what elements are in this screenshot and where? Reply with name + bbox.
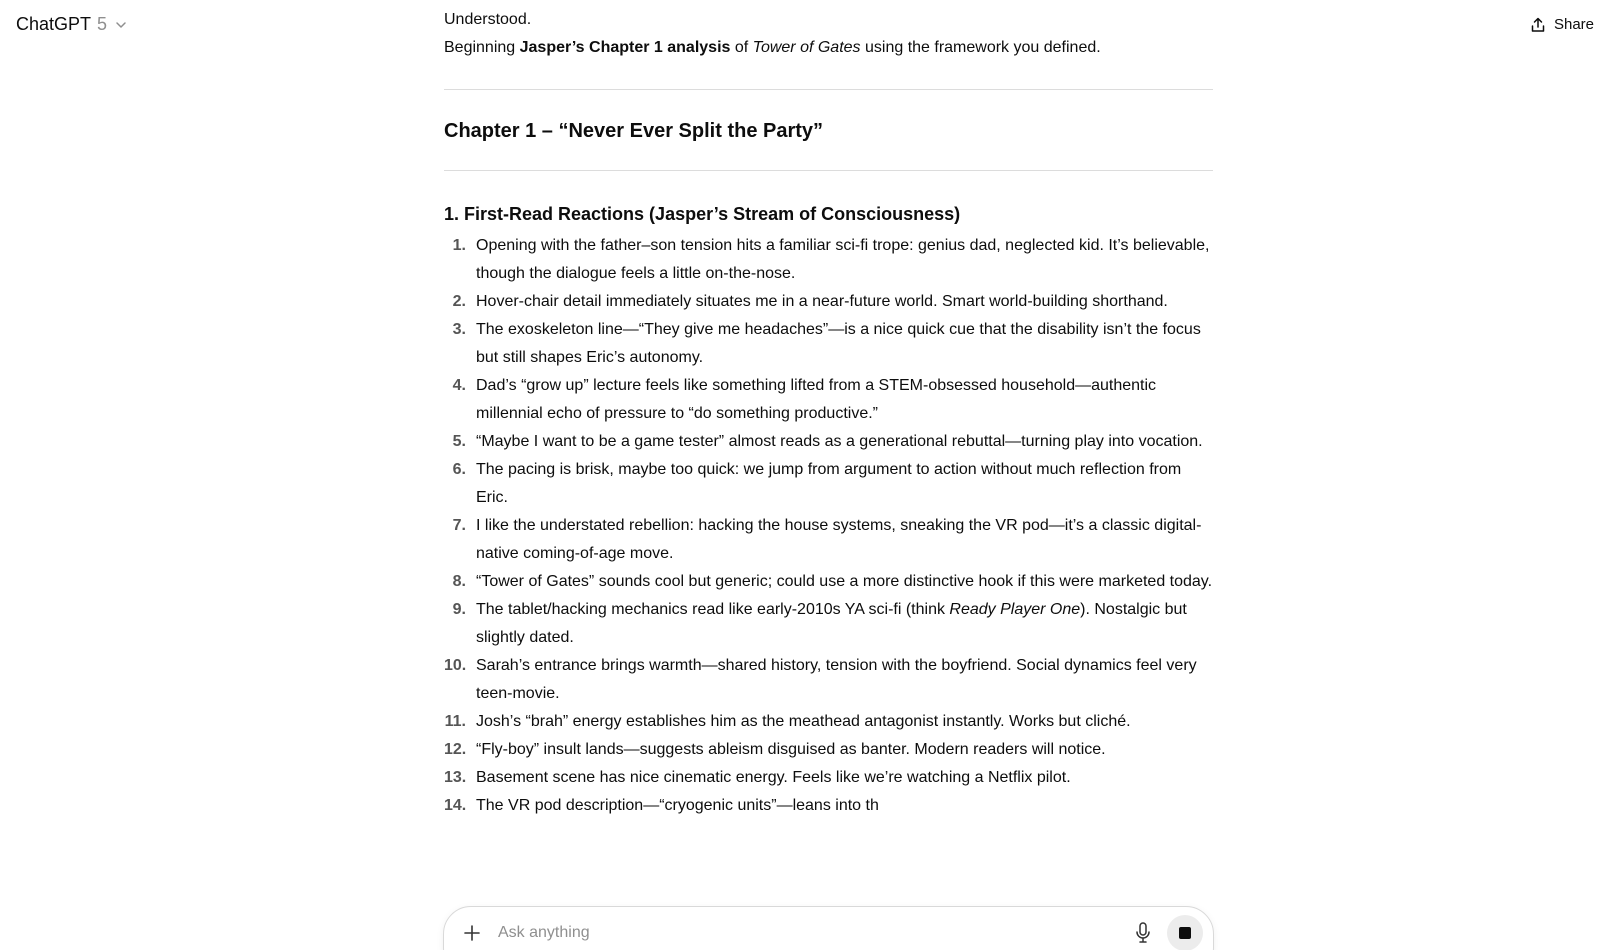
list-number: 10. xyxy=(444,657,467,674)
list-item xyxy=(444,456,1213,512)
list-text: “Fly-boy” insult lands—suggests ableism disguised as banter. Modern readers will notice. xyxy=(476,741,1106,758)
list-item xyxy=(444,764,1213,792)
list-number: 2. xyxy=(452,293,466,310)
list-text: Opening with the father–son tension hits a familiar sci-fi trope: genius dad, neglected kid. It’s believable, though the dialogue feels a little on-the-nose. xyxy=(476,237,1210,282)
section-title: 1. First-Read Reactions (Jasper’s Stream of Consciousness) xyxy=(444,204,961,224)
list-text: ). Nostalgic but slightly dated. xyxy=(476,601,1187,646)
intro-italic-title: Tower of Gates xyxy=(752,39,861,56)
list-item xyxy=(444,428,1213,456)
list-number: 7. xyxy=(452,517,466,534)
list-text: The pacing is brisk, maybe too quick: we jump from argument to action without much reflection from Eric. xyxy=(476,461,1182,506)
stop-button[interactable] xyxy=(1167,915,1203,950)
list-item xyxy=(444,652,1213,708)
list-item xyxy=(444,316,1213,372)
list-text: Josh’s “brah” energy establishes him as the meathead antagonist instantly. Works but cliché. xyxy=(476,713,1131,730)
plus-icon[interactable] xyxy=(458,919,486,947)
list-item xyxy=(444,736,1213,764)
list-text: Hover-chair detail immediately situates me in a near-future world. Smart world-building shorthand. xyxy=(476,293,1168,310)
chevron-down-icon xyxy=(115,19,127,31)
list-item xyxy=(444,568,1213,596)
list-item xyxy=(444,232,1213,288)
list-number: 11. xyxy=(444,713,466,730)
list-number: 4. xyxy=(452,377,466,394)
composer xyxy=(443,906,1214,950)
intro-text: using the framework you defined. xyxy=(860,39,1101,56)
list-number: 8. xyxy=(452,573,466,590)
intro-bold-text: Jasper’s Chapter 1 analysis xyxy=(519,39,731,56)
intro-text: of xyxy=(730,39,753,56)
intro-line: Understood. xyxy=(444,11,532,28)
share-label: Share xyxy=(1553,16,1594,33)
list-text: The exoskeleton line—“They give me headaches”—is a nice quick cue that the disability isn’t the focus but still shapes Eric’s autonomy. xyxy=(476,321,1201,366)
chapter-title: Chapter 1 – “Never Ever Split the Party” xyxy=(444,120,824,142)
stop-icon xyxy=(1179,927,1191,939)
model-selector[interactable] xyxy=(16,14,127,35)
list-text: “Maybe I want to be a game tester” almost reads as a generational rebuttal—turning play into vocation. xyxy=(476,433,1203,450)
list-item xyxy=(444,708,1213,736)
list-item xyxy=(444,792,1213,820)
list-number: 5. xyxy=(452,433,466,450)
microphone-icon[interactable] xyxy=(1133,921,1153,945)
intro-line-2 xyxy=(444,34,1213,62)
list-number: 6. xyxy=(452,461,466,478)
model-name: ChatGPT xyxy=(16,14,92,34)
list-text: Dad’s “grow up” lecture feels like something lifted from a STEM-obsessed household—authentic millennial echo of pressure to “do something productive.” xyxy=(476,377,1157,422)
list-item xyxy=(444,288,1213,316)
share-button[interactable] xyxy=(1522,14,1598,35)
model-version: 5 xyxy=(97,14,108,34)
list-number: 3. xyxy=(452,321,466,338)
list-text: The tablet/hacking mechanics read like early-2010s YA sci-fi (think xyxy=(476,601,950,618)
list-item xyxy=(444,596,1213,652)
list-number: 9. xyxy=(452,601,466,618)
list-number: 1. xyxy=(452,237,466,254)
list-italic-title: Ready Player One xyxy=(949,601,1081,618)
share-icon xyxy=(1530,17,1546,33)
list-text: Basement scene has nice cinematic energy. Feels like we’re watching a Netflix pilot. xyxy=(476,769,1071,786)
list-number: 12. xyxy=(444,741,467,758)
list-number: 13. xyxy=(444,769,467,786)
list-number: 14. xyxy=(444,797,467,814)
list-item xyxy=(444,372,1213,428)
reactions-list xyxy=(444,232,1213,820)
list-text: “Tower of Gates” sounds cool but generic; could use a more distinctive hook if this were marketed today. xyxy=(476,573,1213,590)
list-item xyxy=(444,512,1213,568)
list-text: Sarah’s entrance brings warmth—shared history, tension with the boyfriend. Social dynamics feel very teen-movie. xyxy=(476,657,1197,702)
assistant-message xyxy=(444,6,1213,820)
intro-text: Beginning xyxy=(444,39,520,56)
prompt-input[interactable] xyxy=(496,919,1056,947)
list-text: The VR pod description—“cryogenic units”—leans into th xyxy=(476,797,879,814)
list-text: I like the understated rebellion: hacking the house systems, sneaking the VR pod—it’s a classic digital-native coming-of-age move. xyxy=(476,517,1202,562)
